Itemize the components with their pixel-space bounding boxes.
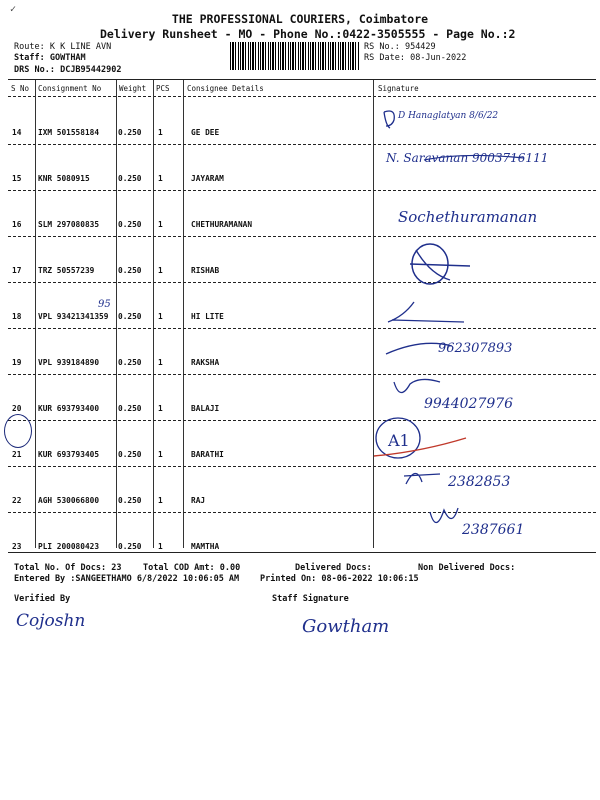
rs-no-line <box>364 42 436 52</box>
consignee-cell: GE DEE <box>191 128 220 137</box>
route-value: K K LINE AVN <box>49 42 112 52</box>
consignee-cell: HI LITE <box>191 312 224 321</box>
rs-no-label: RS No.: <box>364 42 400 52</box>
rs-date-value: 08-Jun-2022 <box>410 53 467 63</box>
non-delivered-docs-label: Non Delivered Docs: <box>418 563 516 573</box>
cod-value: 0.00 <box>219 563 241 573</box>
pcs-cell: 1 <box>158 174 163 183</box>
signature-row20-text: 9944027976 <box>424 396 514 412</box>
weight-cell: 0.250 <box>118 174 142 183</box>
signature-row22 <box>400 460 580 496</box>
rs-date-label: RS Date: <box>364 53 405 63</box>
signature-row22-text: 2382853 <box>448 474 511 490</box>
col-header-consignee: Consignee Details <box>187 84 264 93</box>
signature-row14 <box>380 104 500 134</box>
staff-signature-text: Gowtham <box>302 616 390 637</box>
consignee-cell: CHETHURAMANAN <box>191 220 253 229</box>
weight-cell: 0.250 <box>118 542 142 551</box>
weight-cell: 0.250 <box>118 496 142 505</box>
signature-row16 <box>396 198 566 238</box>
total-docs-label: Total No. Of Docs: <box>14 563 107 573</box>
signature-row21-text: A1 <box>388 431 410 450</box>
signature-row20 <box>386 372 586 416</box>
consignment-no-cell: KUR 693793405 <box>38 450 100 459</box>
consignee-cell: RAJ <box>191 496 206 505</box>
consignee-cell: JAYARAM <box>191 174 224 183</box>
table-top-rule <box>8 79 596 80</box>
weight-cell: 0.250 <box>118 358 142 367</box>
sno-cell: 19 <box>12 358 22 367</box>
consignee-cell: BARATHI <box>191 450 224 459</box>
table-bottom-rule <box>8 552 596 553</box>
signature-row23-text: 2387661 <box>462 522 525 538</box>
signature-row16-text: Sochethuramanan <box>398 208 538 226</box>
consignee-cell: MAMTHA <box>191 542 220 551</box>
staff-label: Staff: <box>14 53 45 63</box>
company-name: THE PROFESSIONAL COURIERS, Coimbatore <box>171 12 429 26</box>
col-header-pcs: PCS <box>156 84 170 93</box>
delivered-docs-label: Delivered Docs: <box>295 563 372 573</box>
total-docs-value: 23 <box>111 563 122 573</box>
col-header-weight: Weight <box>119 84 147 93</box>
pcs-cell: 1 <box>158 358 163 367</box>
staff-signature <box>300 608 410 642</box>
signature-row17 <box>400 234 480 294</box>
verified-by-label: Verified By <box>14 594 71 604</box>
pcs-cell: 1 <box>158 404 163 413</box>
pcs-cell: 1 <box>158 496 163 505</box>
row-separator <box>8 190 596 191</box>
pcs-cell: 1 <box>158 266 163 275</box>
route-label: Route: <box>14 42 45 52</box>
staff-value: GOWTHAM <box>49 53 86 63</box>
col-header-signature: Signature <box>378 84 419 93</box>
consignment-no-cell: KNR 5080915 <box>38 174 90 183</box>
route-line <box>14 42 111 52</box>
pcs-cell: 1 <box>158 542 163 551</box>
sno-cell: 22 <box>12 496 22 505</box>
signature-row14-text: D Hanaglatyan 8/6/22 <box>398 111 499 121</box>
row-separator <box>8 144 596 145</box>
consignment-no-cell: VPL 939184890 <box>38 358 100 367</box>
table-header-rule <box>8 96 596 97</box>
sno-cell: 16 <box>12 220 22 229</box>
weight-cell: 0.250 <box>118 266 142 275</box>
sno-cell: 17 <box>12 266 22 275</box>
col-header-sno: S No <box>11 84 30 93</box>
weight-cell: 0.250 <box>118 128 142 137</box>
consignment-no-cell: VPL 93421341359 <box>38 312 109 321</box>
printed-on: Printed On: 08-06-2022 10:06:15 <box>260 574 419 584</box>
consignment-no-cell: KUR 693793400 <box>38 404 100 413</box>
footer-cod <box>143 563 240 573</box>
barcode <box>230 42 360 70</box>
consignment-no-cell: AGH 530066800 <box>38 496 100 505</box>
verified-by-signature <box>14 604 124 636</box>
pcs-cell: 1 <box>158 312 163 321</box>
pcs-cell: 1 <box>158 128 163 137</box>
staff-signature-label: Staff Signature <box>272 594 349 604</box>
signature-row19-text: 962307893 <box>438 341 513 356</box>
consignee-cell: RAKSHA <box>191 358 220 367</box>
weight-cell: 0.250 <box>118 312 142 321</box>
rs-date-line <box>364 53 466 63</box>
drs-label: DRS No.: <box>14 65 55 75</box>
sno-cell: 18 <box>12 312 22 321</box>
row-separator <box>8 328 596 329</box>
sno-cell: 23 <box>12 542 22 551</box>
consignment-no-cell: TRZ 50557239 <box>38 266 95 275</box>
pcs-cell: 1 <box>158 450 163 459</box>
sno-cell: 14 <box>12 128 22 137</box>
footer-totals <box>14 563 122 573</box>
corner-mark: ✓ <box>10 4 17 15</box>
runsheet-title: Delivery Runsheet - MO - Phone No.:0422-3505555 - Page No.:2 <box>100 27 516 41</box>
verified-by-signature-text: Cojoshn <box>16 611 86 631</box>
signature-row15-text: N. Saravanan 9003716111 <box>386 151 549 165</box>
staff-line <box>14 53 86 63</box>
row-separator <box>8 420 596 421</box>
signature-row19 <box>382 332 552 364</box>
consignee-cell: RISHAB <box>191 266 220 275</box>
row21-circle-mark <box>4 414 32 448</box>
consignment-no-cell: SLM 297080835 <box>38 220 100 229</box>
sno-cell: 21 <box>12 450 22 459</box>
drs-line <box>14 65 122 75</box>
signature-row15 <box>384 148 574 188</box>
row-separator <box>8 282 596 283</box>
signature-row18 <box>384 296 474 326</box>
signature-row23 <box>426 498 576 542</box>
cod-label: Total COD Amt: <box>143 563 215 573</box>
sno-cell: 15 <box>12 174 22 183</box>
consignee-cell: BALAJI <box>191 404 220 413</box>
table-row <box>0 266 600 312</box>
entered-by: Entered By :SANGEETHAMO 6/8/2022 10:06:05 AM <box>14 574 240 584</box>
col-header-consignment: Consignment No <box>38 84 102 93</box>
pcs-cell: 1 <box>158 220 163 229</box>
rs-no-value: 954429 <box>404 42 436 52</box>
weight-cell: 0.250 <box>118 450 142 459</box>
drs-value: DCJB95442902 <box>60 65 122 75</box>
weight-cell: 0.250 <box>118 220 142 229</box>
sno-cell: 20 <box>12 404 22 413</box>
consignment-no-cell: IXM 501558184 <box>38 128 100 137</box>
consignment-no-cell: PLI 200080423 <box>38 542 100 551</box>
row18-note: 95 <box>98 299 111 310</box>
weight-cell: 0.250 <box>118 404 142 413</box>
